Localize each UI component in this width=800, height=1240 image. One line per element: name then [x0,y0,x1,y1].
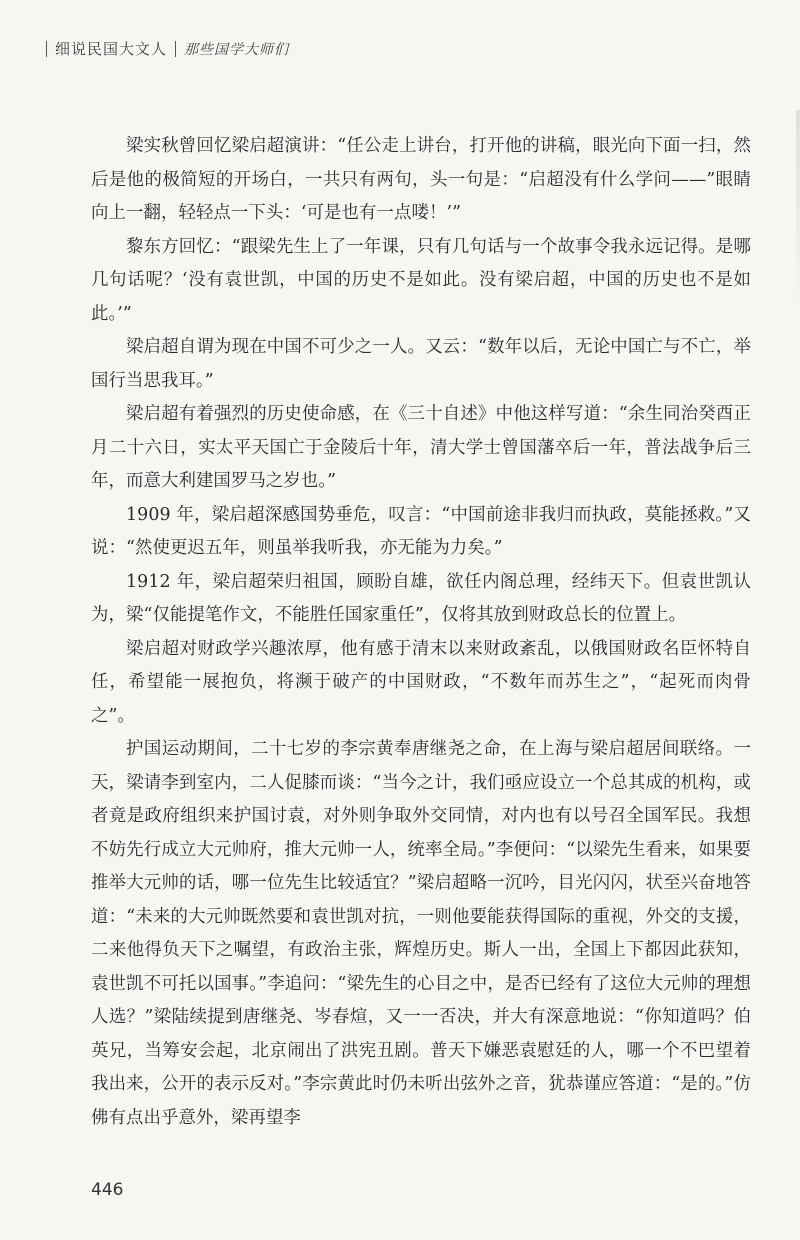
paragraph: 梁启超对财政学兴趣浓厚，他有感于清末以来财政紊乱，以俄国财政名臣怀特自任，希望能一展抱负，将濒于破产的中国财政，“不数年而苏生之”，“起死而肉骨之”。 [91,638,751,726]
running-header [46,38,289,59]
page-number: 446 [91,1180,124,1200]
paragraph: 1912 年，梁启超荣归祖国，顾盼自雄，欲任内阁总理，经纬天下。但袁世凯认为，梁“仅能提笔作文，不能胜任国家重任”，仅将其放到财政总长的位置上。 [91,571,751,625]
paragraph: 护国运动期间，二十七岁的李宗黄奉唐继尧之命，在上海与梁启超居间联络。一天，梁请李到室内，二人促膝而谈：“当今之计，我们亟应设立一个总其成的机构，或者竟是政府组织来护国讨袁，对外则争取外交同情，对内也有以号召全国军民。我想不妨先行成立大元帅府，推大元帅一人，统率全局。”李便问：“以梁先生看来，如果要推举大元帅的话，哪一位先生比较适宜？”梁启超略一沉吟，目光闪闪，状至兴奋地答道：“未来的大元帅既然要和袁世凯对抗，一则他要能获得国际的重视，外交的支援，二来他得负天下之嘱望，有政治主张，辉煌历史。斯人一出，全国上下都因此获知，袁世凯不可托以国事。”李追问：“梁先生的心目之中，是否已经有了这位大元帅的理想人选？”梁陆续提到唐继尧、岑春煊，又一一否决，并大有深意地说：“你知道吗？伯英兄，当筹安会起，北京闹出了洪宪丑剧。普天下嫌恶袁慰廷的人，哪一个不巴望着我出来，公开的表示反对。”李宗黄此时仍未听出弦外之音，犹恭谨应答道：“是的。”仿佛有点出乎意外，梁再望李 [91,739,751,1128]
section-title: 那些国学大师们 [184,42,290,58]
paragraph: 梁启超有着强烈的历史使命感，在《三十自述》中他这样写道：“余生同治癸酉正月二十六日，实太平天国亡于金陵后十年，清大学士曾国藩卒后一年，普法战争后三年，而意大利建国罗马之岁也。” [91,404,751,491]
body-text [91,130,751,1135]
paragraph: 1909 年，梁启超深感国势垂危，叹言：“中国前途非我归而执政，莫能拯救。”又说：“然使更迟五年，则虽举我听我，亦无能为力矣。” [91,504,751,558]
book-title: 细说民国大文人 [55,40,168,58]
header-divider [46,41,47,57]
paragraph: 梁实秋曾回忆梁启超演讲：“任公走上讲台，打开他的讲稿，眼光向下面一扫，然后是他的极简短的开场白，一共只有两句，头一句是：“启超没有什么学问——”眼睛向上一翻，轻轻点一下头：‘可是也有一点喽！’” [91,136,751,223]
paragraph: 黎东方回忆：“跟梁先生上了一年课，只有几句话与一个故事令我永远记得。是哪几句话呢？‘没有袁世凯，中国的历史不是如此。没有梁启超，中国的历史也不是如此。’” [91,236,751,324]
header-divider [175,41,176,57]
page-edge-shadow [796,110,800,310]
paragraph: 梁启超自谓为现在中国不可少之一人。又云：“数年以后，无论中国亡与不亡，举国行当思我耳。” [91,337,751,391]
